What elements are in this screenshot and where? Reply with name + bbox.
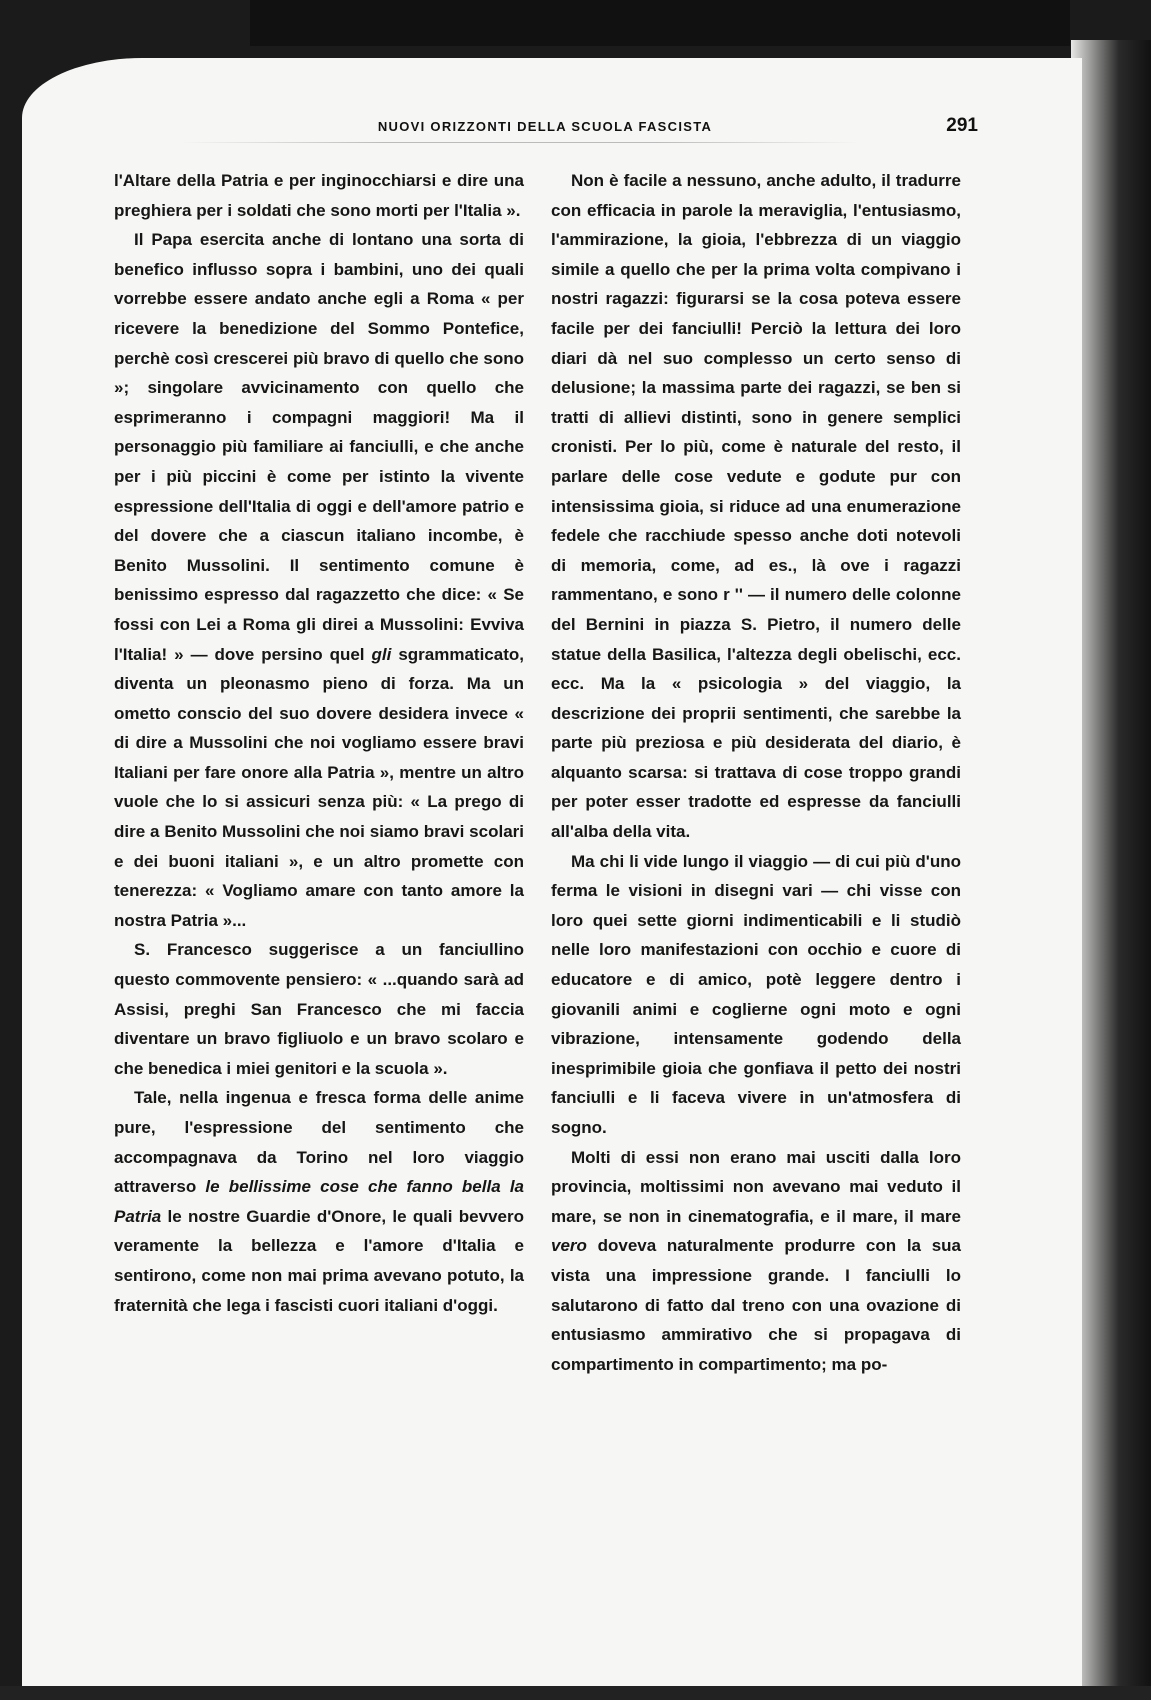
page-header [112,115,978,145]
scan-bottom-edge [0,1686,1151,1700]
left-column [114,166,524,1320]
right-column [551,166,961,1379]
left-paragraph-2-italic: gli [371,644,392,664]
right-paragraph-1: Non è facile a nessuno, anche adulto, il tradurre con efficacia in parole la meraviglia, l'entusiasmo, l'ammirazione, la gioia, l'ebbrezza di un viaggio simile a quello che per la prima volta compivano i nostri ragazzi: figurarsi se la cosa poteva essere facile per dei fanciulli! Perciò la lettura dei loro diari dà nel suo complesso un certo senso di delusione; la massima parte dei ragazzi, se ben si tratti di allievi distinti, sono in genere semplici cronisti. Per lo più, come è naturale del resto, il parlare delle cose vedute e godute pur con intensissima gioia, si riduce ad una enumerazione fedele che racchiude spesso anche doti notevoli di memoria, come, ad es., là ove i ragazzi rammentano, e sono r '' — il numero delle colonne del Bernini in piazza S. Pietro, il numero delle statue della Basilica, l'altezza degli obelischi, ecc. ecc. Ma la « psicologia » del viaggio, la descrizione dei proprii sentimenti, che sarebbe la parte più preziosa e più desiderata del diario, è alquanto scarsa: si trattava di cose troppo grandi per poter esser tradotte ed espresse da fanciulli all'alba della vita. [551,171,961,842]
scan-right-edge [1071,40,1151,1700]
right-paragraph-3-text: Molti di essi non erano mai usciti dalla loro provincia, moltissimi non avevano mai veduto il mare, se non in cinematografia, e il mare, il mare [551,1147,961,1226]
right-paragraph-2: Ma chi li vide lungo il viaggio — di cui più d'uno ferma le visioni in disegni vari — chi visse con loro quei sette giorni indimenticabili e li studiò nelle loro manifestazioni con occhio e cuore di educatore e di amico, potè leggere dentro i giovanili animi e coglierne ogni moto e ogni vibrazione, intensamente godendo della inesprimibile gioia che gonfiava il petto dei nostri fanciulli e li faceva vivere in un'atmosfera di sogno. [551,851,961,1137]
scan-top-shadow [250,0,1070,46]
left-paragraph-1: l'Altare della Patria e per inginocchiarsi e dire una preghiera per i soldati che sono morti per l'Italia ». [114,171,524,220]
left-paragraph-4-text: Tale, nella ingenua e fresca forma delle anime pure, l'espressione del sentimento che accompagnava da Torino nel loro viaggio attraverso [114,1088,524,1197]
left-paragraph-2-text: Il Papa esercita anche di lontano una sorta di benefico influsso sopra i bambini, uno dei quali vorrebbe essere andato anche egli a Roma « per ricevere la benedizione del Sommo Pontefice, perchè così crescerei più bravo di quello che sono »; singolare avvicinamento con quello che esprimeranno i compagni maggiori! Ma il personaggio più familiare ai fanciulli, e che anche per i più piccini è come per istinto la vivente espressione dell'Italia di oggi e dell'amore patrio e del dovere che a ciascun italiano incombe, è Benito Mussolini. Il sentimento comune è benissimo espresso dal ragazzetto che dice: « Se fossi con Lei a Roma gli direi a Mussolini: Evviva l'Italia! » — dove persino quel [114,230,524,664]
left-paragraph-3: S. Francesco suggerisce a un fanciullino questo commovente pensiero: « ...quando sarà ad Assisi, preghi San Francesco che mi faccia diventare un bravo figliuolo e un bravo scolaro e che benedica i miei genitori e la scuola ». [114,940,524,1078]
left-paragraph-2 [114,225,524,935]
left-paragraph-2-end: sgrammaticato, diventa un pleonasmo pieno di forza. Ma un ometto conscio del suo dovere desidera invece « di dire a Mussolini che noi vogliamo essere bravi Italiani per fare onore alla Patria », mentre un altro vuole che lo si assicuri senza più: « La prego di dire a Benito Mussolini che noi siamo bravi scolari e dei buoni italiani », e un altro promette con tenerezza: « Vogliamo amare con tanto amore la nostra Patria »... [114,644,524,930]
right-paragraph-3 [551,1143,961,1380]
right-paragraph-3-end: doveva naturalmente produrre con la sua vista una impressione grande. I fanciulli lo salutarono di fatto dal treno con una ovazione di entusiasmo ammirativo che si propagava di compartimento in compartimento; ma po- [551,1236,961,1374]
left-paragraph-4-italic: le bellissime cose che fanno bella la Patria [114,1177,524,1226]
left-paragraph-4 [114,1083,524,1320]
right-paragraph-3-italic: vero [551,1236,587,1256]
left-paragraph-4-end: le nostre Guardie d'Onore, le quali bevvero veramente la bellezza e l'amore d'Italia e sentirono, come non mai prima avevano potuto, la fraternità che lega i fascisti cuori italiani d'oggi. [114,1206,524,1315]
header-rule [180,142,860,143]
running-title: NUOVI ORIZZONTI DELLA SCUOLA FASCISTA [377,119,713,134]
page-number: 291 [946,115,978,136]
